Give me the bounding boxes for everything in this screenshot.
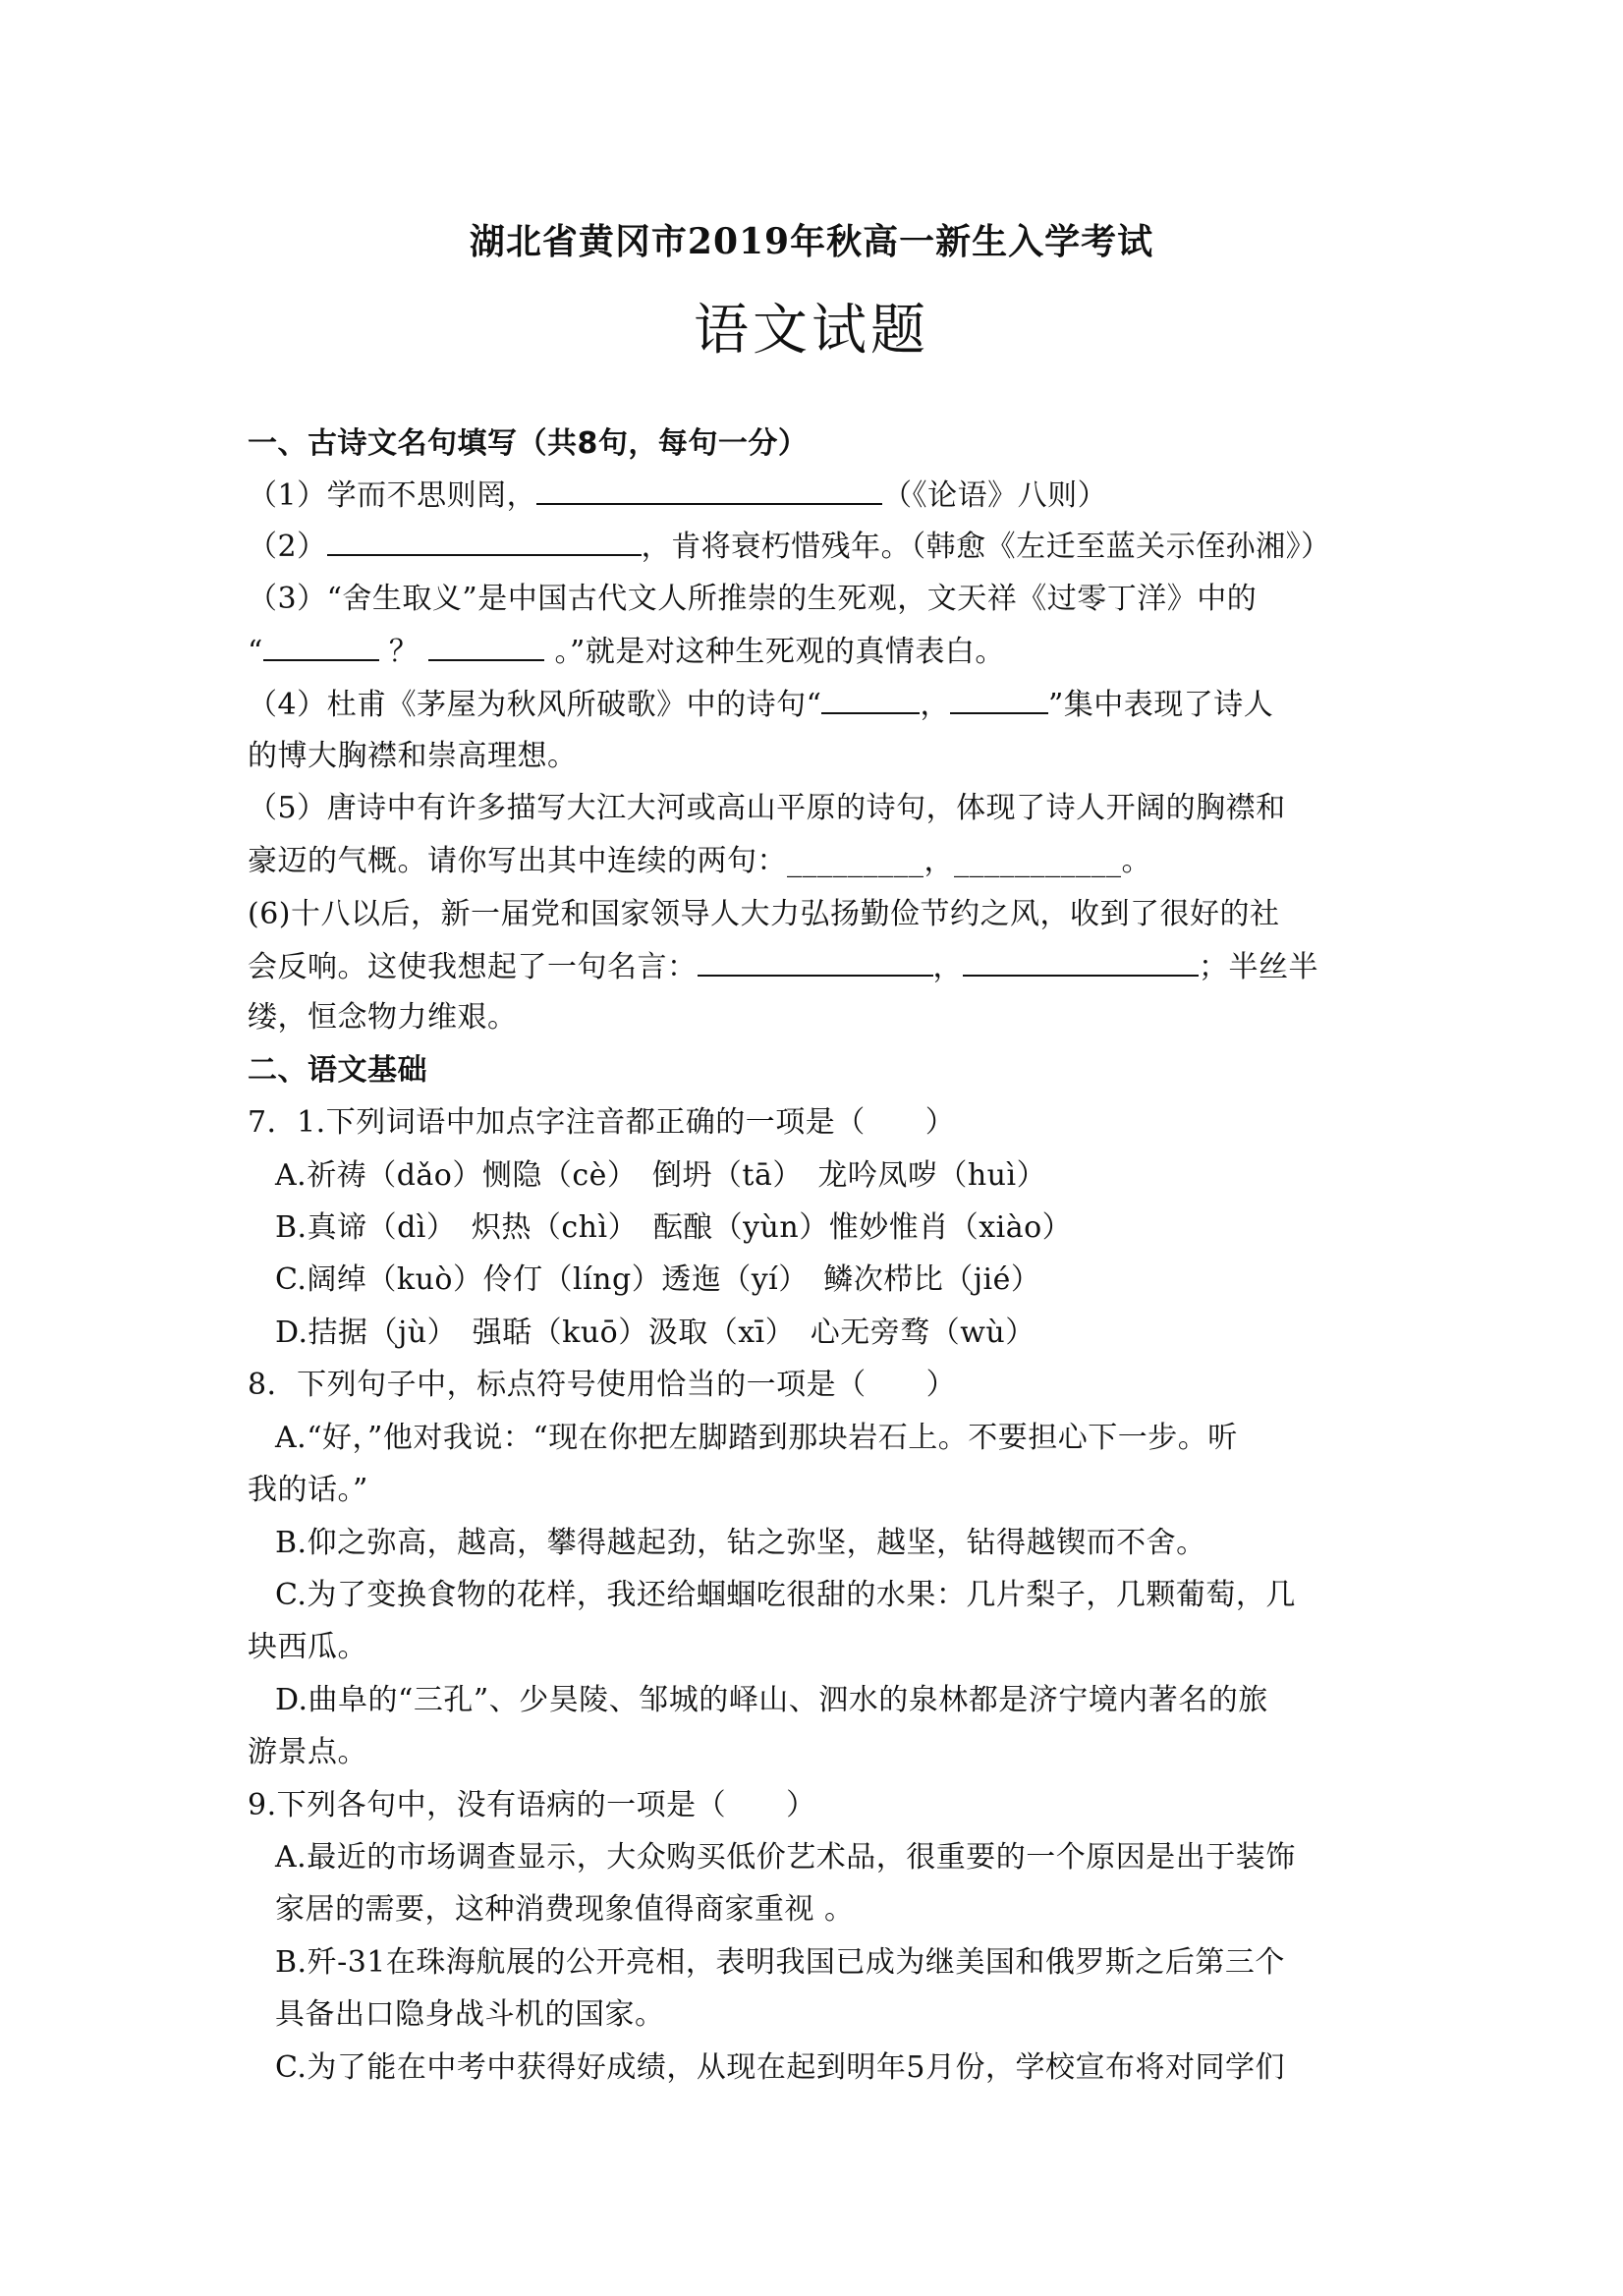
question-8-option-d[interactable]: D.曲阜的“三孔”、少昊陵、邹城的峄山、泗水的泉林都是济宁境内著名的旅: [275, 1683, 1268, 1717]
question-7-stem: 7．1.下列词语中加点字注音都正确的一项是（ ）: [248, 1105, 956, 1140]
answer-blank[interactable]: [963, 947, 1199, 977]
question-8-stem: 8．下列句子中，标点符号使用恰当的一项是（ ）: [248, 1368, 957, 1402]
question-8-option-c[interactable]: C.为了变换食物的花样，我还给蝈蝈吃很甜的水果：几片梨子，几颗葡萄，几: [275, 1578, 1296, 1612]
question-1: （1）学而不思则罔， （《论语》八则）: [248, 476, 1387, 516]
exam-subtitle: 语文试题: [694, 299, 929, 363]
question-9-option-b[interactable]: B.歼-31在珠海航展的公开亮相，表明我国已成为继美国和俄罗斯之后第三个: [275, 1945, 1285, 1980]
question-8-option-a-cont: 我的话。”: [248, 1473, 368, 1507]
answer-blank[interactable]: [698, 947, 933, 977]
question-8-option-c-cont: 块西瓜。: [248, 1630, 367, 1664]
answer-blank[interactable]: [263, 632, 379, 661]
question-9-stem: 9.下列各句中，没有语病的一项是（ ）: [248, 1788, 816, 1822]
question-7-option-d[interactable]: D.拮据（jù） 强聒（kuō）汲取（xī） 心无旁骛（wù）: [275, 1316, 1035, 1350]
question-5-line2: 豪迈的气概。请你写出其中连续的两句：_________，___________。: [248, 844, 1151, 878]
answer-blank[interactable]: [428, 632, 544, 661]
section2-heading: 二、语文基础: [248, 1053, 427, 1088]
answer-blank[interactable]: [536, 476, 882, 505]
question-3-line1: （3）“舍生取义”是中国古代文人所推崇的生死观，文天祥《过零丁洋》中的: [248, 582, 1258, 616]
question-8-option-d-cont: 游景点。: [248, 1735, 367, 1769]
exam-title: 湖北省黄冈市2019年秋高一新生入学考试: [469, 221, 1154, 262]
question-3-line2: “ ？ 。”就是对这种生死观的真情表白。: [248, 632, 1387, 672]
question-8-option-a[interactable]: A.“好，”他对我说：“现在你把左脚踏到那块岩石上。不要担心下一步。听: [275, 1421, 1238, 1455]
question-9-option-a[interactable]: A.最近的市场调查显示，大众购买低价艺术品，很重要的一个原因是出于装饰: [275, 1840, 1296, 1875]
question-2: （2） ，肯将衰朽惜残年。（韩愈《左迁至蓝关示侄孙湘》）: [248, 527, 1387, 567]
question-7-option-c[interactable]: C.阔绰（kuò）伶仃（líng）透迤（yí） 鳞次栉比（jié）: [275, 1262, 1041, 1297]
question-5-line1: （5）唐诗中有许多描写大江大河或高山平原的诗句，体现了诗人开阔的胸襟和: [248, 791, 1286, 825]
answer-blank[interactable]: [327, 527, 642, 556]
question-4-line1: （4）杜甫《茅屋为秋风所破歌》中的诗句“ ， ”集中表现了诗人: [248, 685, 1387, 725]
question-9-option-c[interactable]: C.为了能在中考中获得好成绩，从现在起到明年5月份，学校宣布将对同学们: [275, 2050, 1286, 2085]
section1-heading: 一、古诗文名句填写（共8句，每句一分）: [248, 426, 809, 461]
question-6-line2: 会反响。这使我想起了一句名言： ， ；半丝半: [248, 947, 1387, 987]
question-9-option-a-cont: 家居的需要，这种消费现象值得商家重视 。: [275, 1892, 855, 1927]
question-4-line2: 的博大胸襟和崇高理想。: [248, 739, 578, 773]
question-9-option-b-cont: 具备出口隐身战斗机的国家。: [275, 1997, 665, 2032]
question-6-line1: (6)十八以后，新一届党和国家领导人大力弘扬勤俭节约之风，收到了很好的社: [248, 897, 1280, 931]
answer-blank[interactable]: [950, 685, 1048, 714]
question-7-option-b[interactable]: B.真谛（dì） 炽热（chì） 酝酿（yùn）惟妙惟肖（xiào）: [275, 1210, 1073, 1245]
answer-blank[interactable]: [821, 685, 920, 714]
question-8-option-b[interactable]: B.仰之弥高，越高，攀得越起劲，钻之弥坚，越坚，钻得越锲而不舍。: [275, 1526, 1206, 1560]
question-6-line3: 缕，恒念物力维艰。: [248, 1000, 518, 1035]
question-7-option-a[interactable]: A.祈祷（dǎo）恻隐（cè） 倒坍（tā） 龙吟凤哕（huì）: [275, 1158, 1047, 1193]
